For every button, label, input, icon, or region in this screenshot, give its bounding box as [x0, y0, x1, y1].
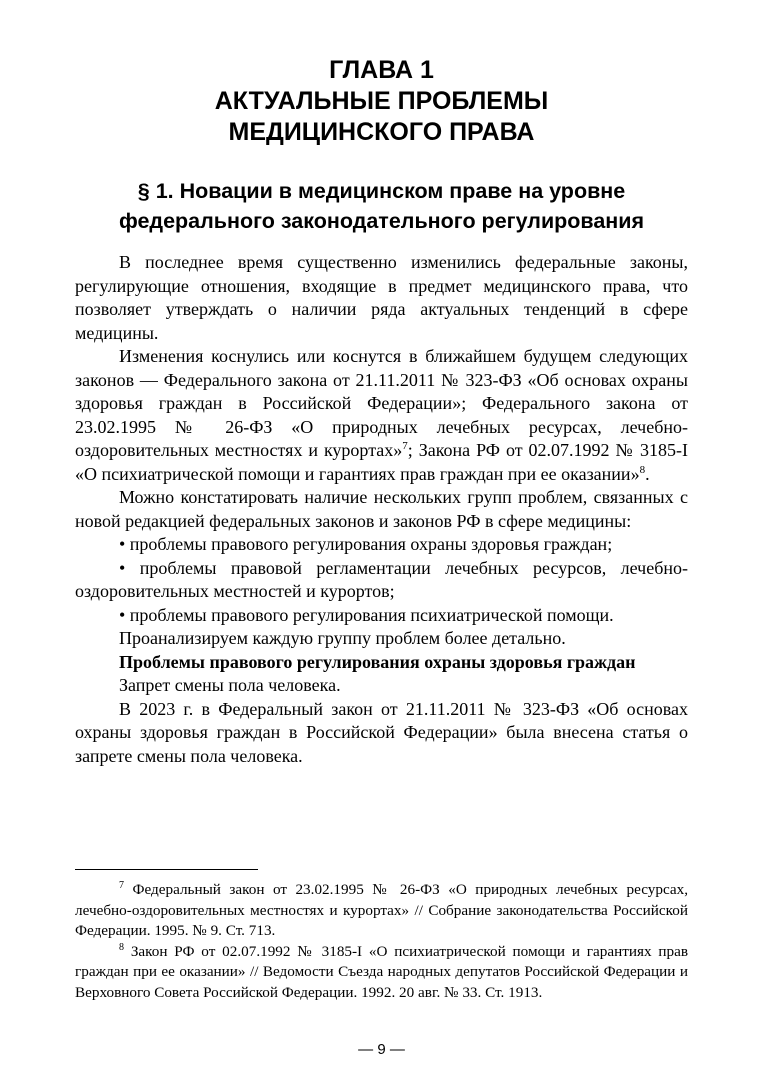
- footnote-ref: 7: [402, 440, 408, 452]
- paragraph: В 2023 г. в Федеральный закон от 21.11.2011 № 323-ФЗ «Об основах охраны здоровья граждан в Российской Федерации» была внесена статья о запрете смены пола человека.: [75, 698, 688, 766]
- footnote: [75, 942, 688, 1004]
- chapter-title-line: МЕДИЦИНСКОГО ПРАВА: [228, 118, 535, 146]
- chapter-title-line: ГЛАВА 1: [329, 56, 434, 84]
- footnote-text: Закон РФ от 02.07.1992 № 3185-I «О психиатрической помощи и гарантиях прав граждан при ее оказании» // Ведомости Съезда народных депутатов Российской Федерации и Верховного Совета Российской Федерации. 1992. 20 авг. № 33. Ст. 1913.: [75, 942, 688, 1001]
- footnotes: [75, 880, 688, 1003]
- paragraph: В последнее время существенно изменились федеральные законы, регулирующие отношения, входящие в предмет медицинского права, что позволяет утверждать о наличии ряда актуальных тенденций в сфере медицины.: [75, 252, 688, 343]
- subheading: Проблемы правового регулирования охраны здоровья граждан: [119, 651, 636, 672]
- chapter-title-line: АКТУАЛЬНЫЕ ПРОБЛЕМЫ: [214, 87, 549, 115]
- footnote-divider: [75, 869, 258, 870]
- paragraph-text: ; Закона РФ от 02.07.1992 № 3185-I «О психиатрической помощи и гарантиях прав граждан при ее оказании»: [75, 440, 688, 484]
- footnote-number: 7: [119, 879, 124, 891]
- paragraph: [75, 345, 688, 486]
- footnote-number: 8: [119, 941, 124, 953]
- paragraph: Запрет смены пола человека.: [119, 675, 341, 695]
- paragraph: Проанализируем каждую группу проблем более детально.: [119, 628, 566, 648]
- bullet-item: • проблемы правового регулирования охраны здоровья граждан;: [119, 534, 613, 554]
- paragraph-text: .: [645, 463, 650, 484]
- page-number: — 9 —: [358, 1041, 405, 1058]
- body-text: [75, 251, 688, 768]
- footnote-ref: 8: [639, 463, 646, 476]
- paragraph: Можно констатировать наличие нескольких групп проблем, связанных с новой редакцией федеральных законов и законов РФ в сфере медицины:: [75, 487, 688, 531]
- footnote-text: Федеральный закон от 23.02.1995 № 26-ФЗ «О природных лечебных ресурсах, лечебно-оздоровительных местностях и курортах» // Собрание законодательства Российской Федерации. 1995. № 9. Ст. 713.: [75, 881, 688, 939]
- footnote: [75, 880, 688, 942]
- bullet-item: • проблемы правовой регламентации лечебных ресурсов, лечебно-оздоровительных местностей и курортов;: [75, 557, 688, 601]
- bullet-item: • проблемы правового регулирования психиатрической помощи.: [119, 604, 614, 625]
- section-title: § 1. Новации в медицинском праве на уровне федерального законодательного регулирования: [118, 179, 645, 233]
- paragraph-text: Изменения коснулись или коснутся в ближайшем будущем следующих законов — Федерального закона от 21.11.2011 № 323-ФЗ «Об основах охраны здоровья граждан в Российской Федерации»; Федерального закона от 23.02.1995 № 26-ФЗ «О природных лечебных ресурсах, лечебно-оздоровительных местностях и курортах»: [75, 346, 688, 460]
- chapter-title: [0, 55, 763, 148]
